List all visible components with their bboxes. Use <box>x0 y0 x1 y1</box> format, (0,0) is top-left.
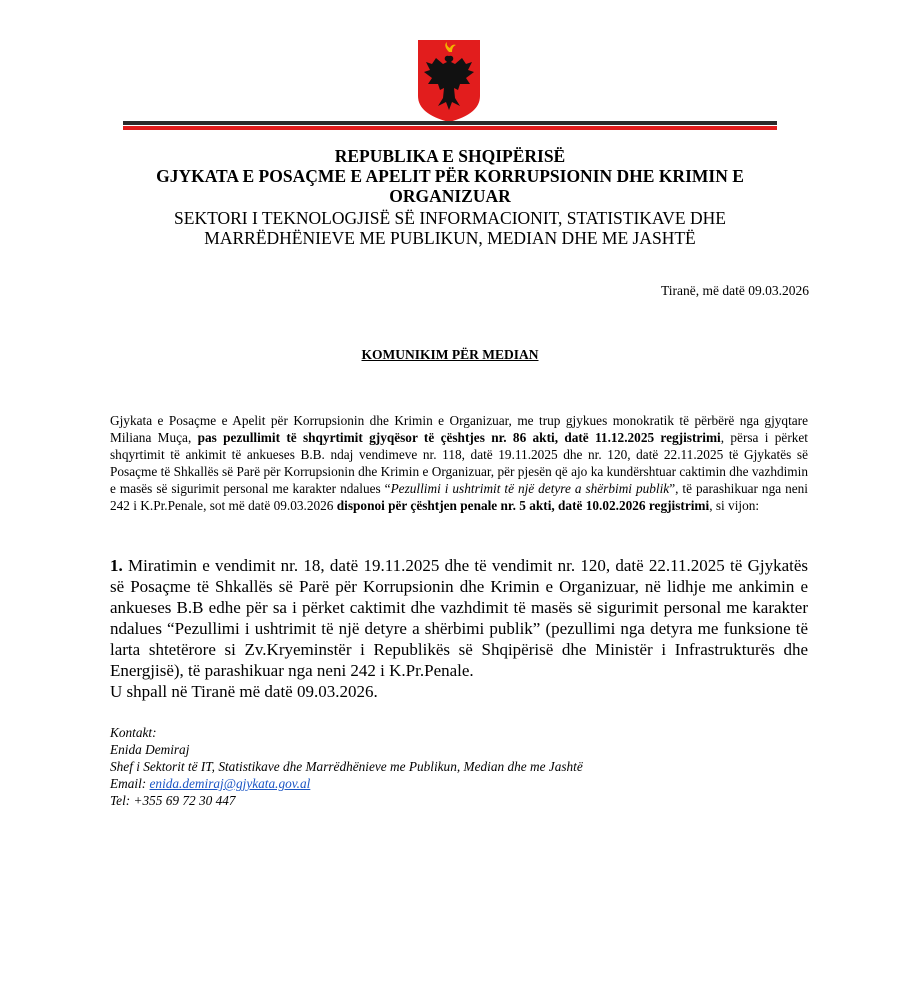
letterhead <box>110 146 790 248</box>
decision-number: 1. <box>110 556 123 575</box>
intro-italic-measure: Pezullimi i ushtrimit të një detyre a shërbimi publik <box>390 481 670 496</box>
document-title <box>0 347 900 363</box>
header-rule-dark <box>123 121 777 125</box>
email-label: Email: <box>110 776 150 791</box>
albanian-eagle-emblem <box>416 38 482 124</box>
email-link[interactable]: enida.demiraj@gjykata.gov.al <box>149 776 311 791</box>
intro-text-3: ”, të parashikuar nga neni 242 i K.Pr.Penale, sot më datë 09.03.2026 <box>110 481 808 513</box>
announcement-line: U shpall në Tiranë më datë 09.03.2026. <box>110 682 378 701</box>
intro-text-4: , si vijon: <box>709 498 760 513</box>
republic-name: REPUBLIKA E SHQIPËRISË <box>334 146 566 166</box>
decision-text: Miratimin e vendimit nr. 18, datë 19.11.2025 dhe të vendimit nr. 120, datë 22.11.2025 të Gjykatës së Posaçme të Shkallës së Parë për Korrupsionin dhe Krimin e Organizuar, në lidhje me ankimin e ankueses B.B edhe për sa i përket caktimit dhe vazhdimit të masës së sigurimit personal me karakter ndalues “Pezullimi i ushtrimit të një detyre a shërbimi publik” (pezullimi nga detyra me funksione të larta shtetërore si Zv.Kryeminstër i Republikës së Shqipërisë dhe Ministër i Infrastrukturës dhe Energjisë), të parashikuar nga neni 242 i K.Pr.Penale. <box>110 556 808 680</box>
document-title-text: KOMUNIKIM PËR MEDIAN <box>361 347 539 362</box>
contact-label: Kontakt: <box>110 725 157 740</box>
decision-paragraph <box>110 555 808 702</box>
intro-paragraph <box>110 412 808 514</box>
court-name: GJYKATA E POSAÇME E APELIT PËR KORRUPSIONIN DHE KRIMIN E ORGANIZUAR <box>156 166 744 206</box>
date-line: Tiranë, më datë 09.03.2026 <box>661 283 809 298</box>
intro-bold-2: disponoi për çështjen penale nr. 5 akti, datë 10.02.2026 regjistrimi <box>336 498 710 513</box>
contact-block <box>110 724 583 809</box>
contact-phone: Tel: +355 69 72 30 447 <box>110 793 236 808</box>
intro-text-2: , përsa i përket shqyrtimit të ankimit të ankueses B.B. ndaj vendimeve nr. 118, datë 19.11.2025 dhe nr. 120, datë 22.11.2025 të Gjykatës së Posaçme të Shkallës së Parë për Korrupsionin dhe Krimin e Organizuar, për pjesën që ajo ka kundërshtuar caktimin dhe vazhdimin e masës së sigurimit personal me karakter ndalues “ <box>110 430 808 496</box>
header-rule-red <box>123 126 777 130</box>
contact-role: Shef i Sektorit të IT, Statistikave dhe Marrëdhënieve me Publikun, Median dhe me Jashtë <box>110 759 583 774</box>
intro-bold-1: pas pezullimit të shqyrtimit gjyqësor të çështjes nr. 86 akti, datë 11.12.2025 regjistrimi <box>197 430 721 445</box>
intro-text-1: Gjykata e Posaçme e Apelit për Korrupsionin dhe Krimin e Organizuar, me trup gjykues monokratik të përbërë nga gjyqtare Miliana Muça, <box>110 413 808 445</box>
contact-email-line <box>110 775 583 792</box>
sector-name: SEKTORI I TEKNOLOGJISË SË INFORMACIONIT, STATISTIKAVE DHE MARRËDHËNIEVE ME PUBLIKUN, MEDIAN DHE ME JASHTË <box>174 208 726 248</box>
contact-name: Enida Demiraj <box>110 742 190 757</box>
